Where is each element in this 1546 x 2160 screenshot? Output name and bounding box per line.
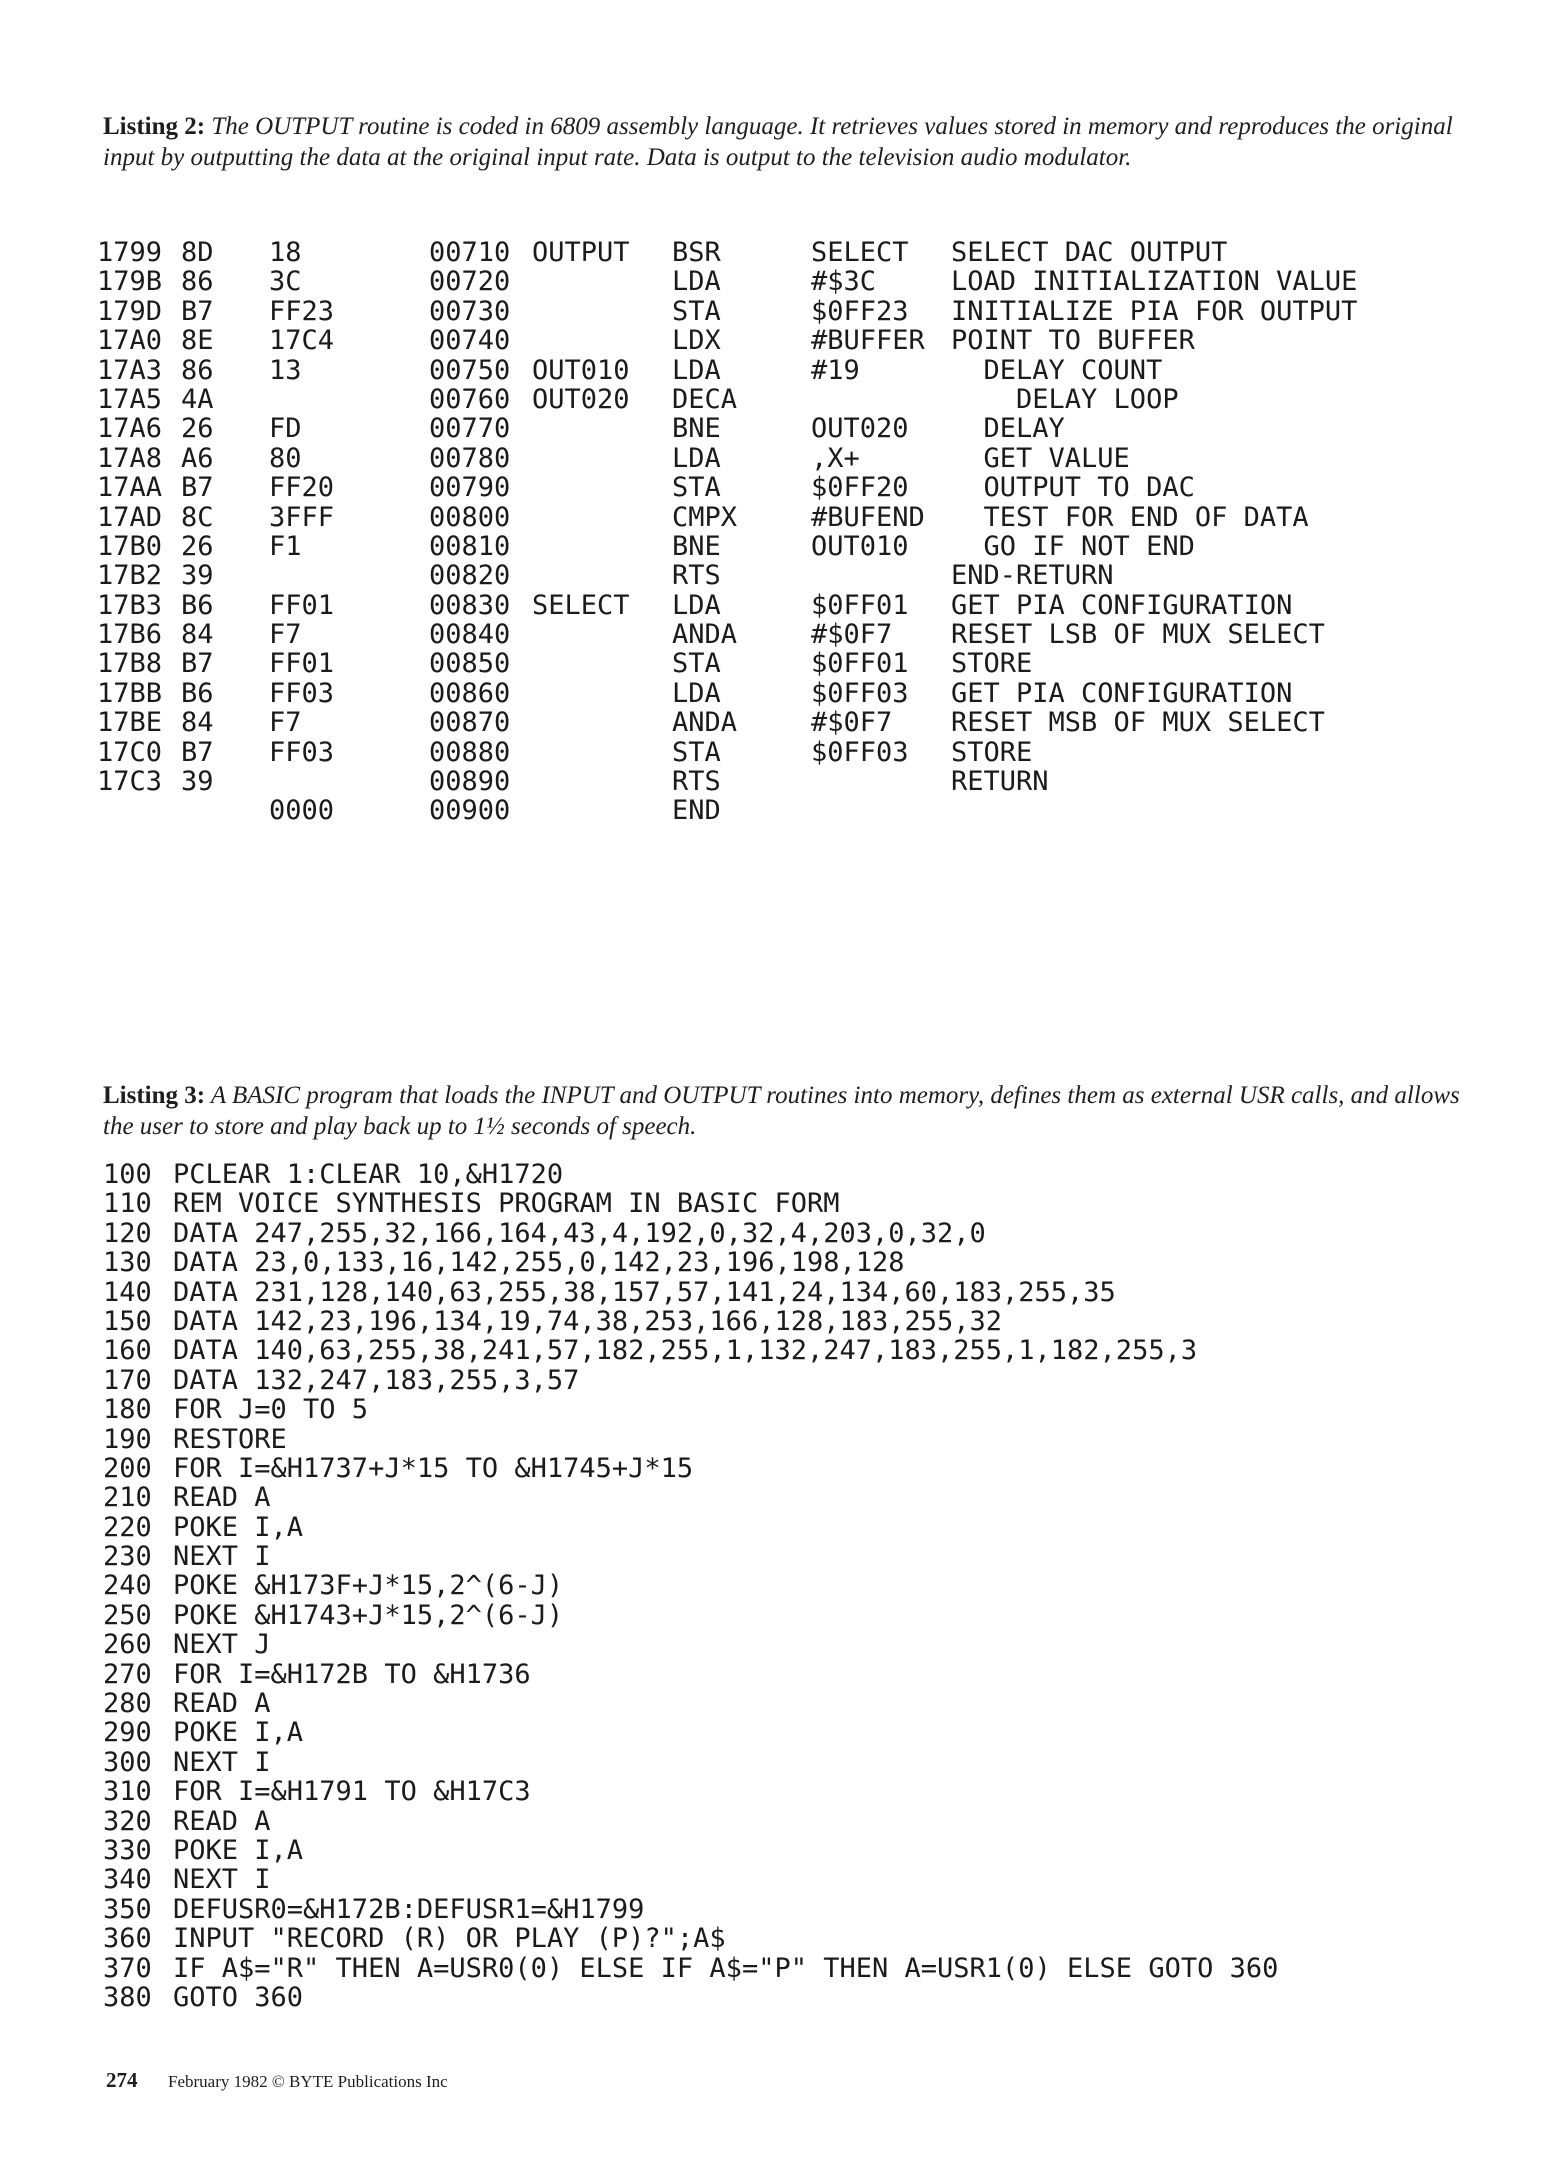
asm-mn: BSR bbox=[672, 237, 721, 268]
asm-line: 00790 bbox=[429, 472, 511, 504]
asm-line: 00730 bbox=[429, 295, 511, 327]
asm-row bbox=[97, 326, 1421, 355]
basic-line bbox=[103, 1395, 1278, 1424]
asm-cmt: POINT TO BUFFER bbox=[951, 325, 1195, 357]
asm-label bbox=[532, 767, 672, 796]
asm-label bbox=[532, 649, 672, 678]
asm-op: 8E bbox=[181, 325, 214, 357]
asm-label bbox=[532, 561, 672, 590]
asm-line: 00820 bbox=[429, 560, 511, 592]
asm-arg: $0FF01 bbox=[811, 589, 909, 621]
asm-cmt: GO IF NOT END bbox=[951, 530, 1195, 562]
asm-opr bbox=[269, 561, 429, 590]
basic-line bbox=[103, 1983, 1278, 2012]
basic-line bbox=[103, 1601, 1278, 1630]
asm-opr: F7 bbox=[269, 619, 302, 651]
asm-row bbox=[97, 385, 1421, 414]
basic-line-number: 380 bbox=[103, 1981, 152, 2013]
basic-line bbox=[103, 1483, 1278, 1512]
asm-cmt: DELAY COUNT bbox=[951, 354, 1163, 386]
basic-statement: PCLEAR 1:CLEAR 10,&H1720 bbox=[173, 1159, 564, 1190]
asm-cmt: DELAY bbox=[951, 413, 1065, 445]
asm-row bbox=[97, 356, 1421, 385]
asm-arg: $0FF20 bbox=[811, 472, 909, 504]
asm-mn: STA bbox=[672, 472, 721, 504]
asm-op: B7 bbox=[181, 472, 214, 504]
basic-statement: NEXT I bbox=[173, 1864, 271, 1896]
asm-opr: 3FFF bbox=[269, 501, 335, 533]
asm-row bbox=[97, 738, 1421, 767]
asm-line: 00780 bbox=[429, 442, 511, 474]
asm-op: 39 bbox=[181, 560, 214, 592]
asm-row bbox=[97, 414, 1421, 443]
asm-mn: ANDA bbox=[672, 707, 738, 739]
asm-mn: LDA bbox=[672, 266, 721, 298]
asm-addr: 17BB bbox=[97, 677, 163, 709]
asm-mn: RTS bbox=[672, 560, 721, 592]
asm-op: A6 bbox=[181, 442, 214, 474]
asm-line: 00740 bbox=[429, 325, 511, 357]
asm-opr: F1 bbox=[269, 530, 302, 562]
basic-line-number: 240 bbox=[103, 1570, 152, 1602]
asm-cmt: TEST FOR END OF DATA bbox=[951, 501, 1309, 533]
asm-opr: FF01 bbox=[269, 589, 335, 621]
asm-row bbox=[97, 267, 1421, 296]
basic-statement: POKE I,A bbox=[173, 1834, 304, 1866]
asm-line: 00770 bbox=[429, 413, 511, 445]
asm-addr: 17B3 bbox=[97, 589, 163, 621]
asm-arg bbox=[811, 385, 951, 414]
basic-line bbox=[103, 1513, 1278, 1542]
asm-arg: OUT010 bbox=[811, 530, 909, 562]
basic-line-number: 230 bbox=[103, 1541, 152, 1573]
asm-arg: OUT020 bbox=[811, 413, 909, 445]
asm-op: 84 bbox=[181, 707, 214, 739]
asm-addr: 17B8 bbox=[97, 648, 163, 680]
asm-opr: 80 bbox=[269, 442, 302, 474]
asm-opr: F7 bbox=[269, 707, 302, 739]
basic-statement: GOTO 360 bbox=[173, 1981, 304, 2013]
basic-line-number: 370 bbox=[103, 1952, 152, 1984]
basic-line-number: 140 bbox=[103, 1276, 152, 1308]
basic-line bbox=[103, 1748, 1278, 1777]
asm-arg: #BUFEND bbox=[811, 501, 925, 533]
basic-line-number: 180 bbox=[103, 1394, 152, 1426]
basic-statement: DEFUSR0=&H172B:DEFUSR1=&H1799 bbox=[173, 1893, 645, 1925]
asm-op: 86 bbox=[181, 354, 214, 386]
asm-op: B6 bbox=[181, 589, 214, 621]
asm-addr: 17B6 bbox=[97, 619, 163, 651]
asm-addr: 17B2 bbox=[97, 560, 163, 592]
asm-label bbox=[532, 444, 672, 473]
asm-op: 39 bbox=[181, 766, 214, 798]
asm-row bbox=[97, 796, 1421, 825]
asm-arg: #$3C bbox=[811, 266, 877, 298]
asm-label bbox=[532, 414, 672, 443]
basic-line-number: 220 bbox=[103, 1511, 152, 1543]
basic-line bbox=[103, 1777, 1278, 1806]
asm-line: 00750 bbox=[429, 354, 511, 386]
basic-statement: FOR I=&H1791 TO &H17C3 bbox=[173, 1776, 531, 1808]
asm-opr bbox=[269, 767, 429, 796]
asm-opr: FF01 bbox=[269, 648, 335, 680]
asm-opr: FF03 bbox=[269, 736, 335, 768]
listing2-caption bbox=[103, 111, 1463, 173]
asm-addr: 17AD bbox=[97, 501, 163, 533]
basic-line bbox=[103, 1336, 1278, 1365]
basic-line-number: 330 bbox=[103, 1834, 152, 1866]
basic-statement: FOR J=0 TO 5 bbox=[173, 1394, 369, 1426]
asm-row bbox=[97, 620, 1421, 649]
asm-row bbox=[97, 503, 1421, 532]
basic-line bbox=[103, 1571, 1278, 1600]
asm-op: 86 bbox=[181, 266, 214, 298]
basic-statement: NEXT I bbox=[173, 1541, 271, 1573]
basic-line bbox=[103, 1278, 1278, 1307]
asm-line: 00890 bbox=[429, 766, 511, 798]
asm-row bbox=[97, 444, 1421, 473]
asm-addr: 17B0 bbox=[97, 530, 163, 562]
basic-line-number: 210 bbox=[103, 1482, 152, 1514]
asm-addr: 1799 bbox=[97, 237, 163, 268]
asm-op: 26 bbox=[181, 530, 214, 562]
basic-listing bbox=[103, 1160, 1278, 2012]
basic-line bbox=[103, 1660, 1278, 1689]
basic-line bbox=[103, 1865, 1278, 1894]
basic-line-number: 350 bbox=[103, 1893, 152, 1925]
asm-mn: STA bbox=[672, 295, 721, 327]
asm-line: 00860 bbox=[429, 677, 511, 709]
basic-line-number: 360 bbox=[103, 1923, 152, 1955]
asm-arg: ,X+ bbox=[811, 442, 860, 474]
basic-line-number: 200 bbox=[103, 1452, 152, 1484]
basic-line-number: 310 bbox=[103, 1776, 152, 1808]
asm-mn: CMPX bbox=[672, 501, 738, 533]
basic-statement: DATA 140,63,255,38,241,57,182,255,1,132,247,183,255,1,182,255,3 bbox=[173, 1335, 1198, 1367]
asm-arg: #$0F7 bbox=[811, 707, 893, 739]
basic-statement: INPUT "RECORD (R) OR PLAY (P)?";A$ bbox=[173, 1923, 726, 1955]
basic-line-number: 190 bbox=[103, 1423, 152, 1455]
basic-statement: DATA 23,0,133,16,142,255,0,142,23,196,198,128 bbox=[173, 1247, 905, 1279]
asm-opr bbox=[269, 385, 429, 414]
listing3-caption bbox=[103, 1080, 1463, 1142]
basic-line bbox=[103, 1630, 1278, 1659]
asm-row bbox=[97, 473, 1421, 502]
basic-line-number: 130 bbox=[103, 1247, 152, 1279]
basic-line-number: 170 bbox=[103, 1364, 152, 1396]
basic-statement: IF A$="R" THEN A=USR0(0) ELSE IF A$="P" THEN A=USR1(0) ELSE GOTO 360 bbox=[173, 1952, 1279, 1984]
asm-opr: 18 bbox=[269, 237, 302, 268]
asm-addr: 17AA bbox=[97, 472, 163, 504]
listing3-caption-text: A BASIC program that loads the INPUT and OUTPUT routines into memory, defines them as external USR calls, and allows the user to store and play back up to 1½ seconds of speech. bbox=[103, 1082, 1460, 1140]
basic-line bbox=[103, 1160, 1278, 1189]
asm-label bbox=[532, 796, 672, 825]
basic-statement: DATA 247,255,32,166,164,43,4,192,0,32,4,203,0,32,0 bbox=[173, 1217, 986, 1249]
asm-op: B6 bbox=[181, 677, 214, 709]
basic-line bbox=[103, 1189, 1278, 1218]
asm-mn: LDA bbox=[672, 354, 721, 386]
asm-cmt: LOAD INITIALIZATION VALUE bbox=[951, 266, 1358, 298]
asm-cmt: STORE bbox=[951, 648, 1033, 680]
asm-mn: STA bbox=[672, 736, 721, 768]
asm-cmt: INITIALIZE PIA FOR OUTPUT bbox=[951, 295, 1358, 327]
asm-label bbox=[532, 620, 672, 649]
asm-addr: 17A0 bbox=[97, 325, 163, 357]
asm-op: 4A bbox=[181, 383, 214, 415]
asm-arg: $0FF03 bbox=[811, 677, 909, 709]
asm-label bbox=[532, 473, 672, 502]
asm-line: 00760 bbox=[429, 383, 511, 415]
asm-label bbox=[532, 503, 672, 532]
basic-line-number: 110 bbox=[103, 1188, 152, 1220]
basic-line bbox=[103, 1248, 1278, 1277]
basic-line bbox=[103, 1542, 1278, 1571]
asm-mn: STA bbox=[672, 648, 721, 680]
asm-label: OUTPUT bbox=[532, 237, 630, 268]
listing3-label: Listing 3: bbox=[103, 1082, 206, 1109]
basic-line-number: 250 bbox=[103, 1599, 152, 1631]
asm-addr: 17A6 bbox=[97, 413, 163, 445]
basic-line bbox=[103, 1718, 1278, 1747]
asm-row bbox=[97, 649, 1421, 678]
basic-line bbox=[103, 1836, 1278, 1865]
asm-row bbox=[97, 238, 1421, 267]
basic-statement: FOR I=&H1737+J*15 TO &H1745+J*15 bbox=[173, 1452, 694, 1484]
listing2-caption-text: The OUTPUT routine is coded in 6809 assembly language. It retrieves values stored in memory and reproduces the original input by outputting the data at the original input rate. Data is output to the television audio modulator. bbox=[103, 113, 1453, 171]
asm-mn: RTS bbox=[672, 766, 721, 798]
asm-arg: $0FF23 bbox=[811, 295, 909, 327]
asm-label bbox=[532, 297, 672, 326]
basic-statement: DATA 132,247,183,255,3,57 bbox=[173, 1364, 580, 1396]
asm-mn: ANDA bbox=[672, 619, 738, 651]
asm-arg: $0FF01 bbox=[811, 648, 909, 680]
asm-addr: 17C0 bbox=[97, 736, 163, 768]
asm-addr: 179D bbox=[97, 295, 163, 327]
basic-line bbox=[103, 1689, 1278, 1718]
asm-line: 00870 bbox=[429, 707, 511, 739]
asm-mn: LDA bbox=[672, 677, 721, 709]
asm-op bbox=[181, 796, 269, 825]
basic-line-number: 150 bbox=[103, 1305, 152, 1337]
asm-opr: FD bbox=[269, 413, 302, 445]
basic-line bbox=[103, 1425, 1278, 1454]
asm-label bbox=[532, 679, 672, 708]
asm-addr: 17A3 bbox=[97, 354, 163, 386]
basic-statement: FOR I=&H172B TO &H1736 bbox=[173, 1658, 531, 1690]
basic-line-number: 290 bbox=[103, 1717, 152, 1749]
asm-arg: #$0F7 bbox=[811, 619, 893, 651]
basic-line-number: 280 bbox=[103, 1688, 152, 1720]
asm-cmt: STORE bbox=[951, 736, 1033, 768]
asm-opr: FF20 bbox=[269, 472, 335, 504]
asm-mn: LDA bbox=[672, 442, 721, 474]
asm-op: 8C bbox=[181, 501, 214, 533]
asm-line: 00840 bbox=[429, 619, 511, 651]
asm-row bbox=[97, 532, 1421, 561]
page-footer bbox=[106, 2068, 448, 2093]
basic-line bbox=[103, 1924, 1278, 1953]
asm-row bbox=[97, 708, 1421, 737]
asm-mn: BNE bbox=[672, 530, 721, 562]
asm-line: 00800 bbox=[429, 501, 511, 533]
asm-cmt: RESET MSB OF MUX SELECT bbox=[951, 707, 1325, 739]
asm-mn: DECA bbox=[672, 383, 738, 415]
basic-statement: POKE &H1743+J*15,2^(6-J) bbox=[173, 1599, 564, 1631]
basic-line-number: 160 bbox=[103, 1335, 152, 1367]
listing2-label: Listing 2: bbox=[103, 113, 206, 140]
asm-cmt: RESET LSB OF MUX SELECT bbox=[951, 619, 1325, 651]
asm-addr: 17A5 bbox=[97, 383, 163, 415]
asm-line: 00880 bbox=[429, 736, 511, 768]
asm-line: 00810 bbox=[429, 530, 511, 562]
asm-arg: SELECT bbox=[811, 237, 909, 268]
asm-line: 00720 bbox=[429, 266, 511, 298]
asm-mn: LDA bbox=[672, 589, 721, 621]
basic-line bbox=[103, 1954, 1278, 1983]
asm-addr: 17BE bbox=[97, 707, 163, 739]
asm-line: 00830 bbox=[429, 589, 511, 621]
basic-statement: DATA 231,128,140,63,255,38,157,57,141,24,134,60,183,255,35 bbox=[173, 1276, 1116, 1308]
basic-line bbox=[103, 1807, 1278, 1836]
basic-line-number: 270 bbox=[103, 1658, 152, 1690]
basic-line-number: 340 bbox=[103, 1864, 152, 1896]
asm-arg: #BUFFER bbox=[811, 325, 925, 357]
basic-line bbox=[103, 1219, 1278, 1248]
asm-addr: 17A8 bbox=[97, 442, 163, 474]
basic-line-number: 320 bbox=[103, 1805, 152, 1837]
asm-cmt: SELECT DAC OUTPUT bbox=[951, 237, 1228, 268]
asm-addr bbox=[97, 796, 181, 825]
asm-row bbox=[97, 591, 1421, 620]
asm-cmt: GET PIA CONFIGURATION bbox=[951, 589, 1293, 621]
asm-cmt: RETURN bbox=[951, 766, 1049, 798]
asm-mn: BNE bbox=[672, 413, 721, 445]
asm-arg: #19 bbox=[811, 354, 860, 386]
basic-statement: POKE I,A bbox=[173, 1511, 304, 1543]
basic-line-number: 300 bbox=[103, 1746, 152, 1778]
asm-opr: 17C4 bbox=[269, 325, 335, 357]
asm-label: OUT010 bbox=[532, 354, 630, 386]
footer-text: February 1982 © BYTE Publications Inc bbox=[168, 2072, 448, 2091]
basic-line bbox=[103, 1895, 1278, 1924]
asm-label bbox=[532, 267, 672, 296]
asm-row bbox=[97, 561, 1421, 590]
asm-line: 00900 bbox=[429, 795, 511, 827]
asm-cmt: END-RETURN bbox=[951, 560, 1114, 592]
basic-statement: NEXT I bbox=[173, 1746, 271, 1778]
asm-op: B7 bbox=[181, 295, 214, 327]
asm-cmt: GET PIA CONFIGURATION bbox=[951, 677, 1293, 709]
asm-cmt: OUTPUT TO DAC bbox=[951, 472, 1195, 504]
asm-addr: 179B bbox=[97, 266, 163, 298]
asm-opr: 3C bbox=[269, 266, 302, 298]
asm-cmt bbox=[951, 796, 1421, 825]
asm-line: 00850 bbox=[429, 648, 511, 680]
asm-op: B7 bbox=[181, 648, 214, 680]
asm-arg bbox=[811, 767, 951, 796]
asm-mn: END bbox=[672, 795, 721, 827]
asm-opr: FF23 bbox=[269, 295, 335, 327]
asm-arg bbox=[811, 561, 951, 590]
assembly-listing bbox=[97, 238, 1421, 826]
asm-op: 84 bbox=[181, 619, 214, 651]
basic-statement: READ A bbox=[173, 1688, 271, 1720]
asm-opr: 0000 bbox=[269, 795, 335, 827]
asm-label bbox=[532, 532, 672, 561]
asm-row bbox=[97, 679, 1421, 708]
asm-row bbox=[97, 767, 1421, 796]
asm-cmt: GET VALUE bbox=[951, 442, 1130, 474]
asm-op: B7 bbox=[181, 736, 214, 768]
asm-cmt: DELAY LOOP bbox=[951, 383, 1179, 415]
asm-label bbox=[532, 738, 672, 767]
asm-label: OUT020 bbox=[532, 383, 630, 415]
asm-opr: FF03 bbox=[269, 677, 335, 709]
basic-line bbox=[103, 1454, 1278, 1483]
basic-statement: RESTORE bbox=[173, 1423, 287, 1455]
basic-line-number: 100 bbox=[103, 1159, 152, 1190]
asm-mn: LDX bbox=[672, 325, 721, 357]
basic-statement: POKE &H173F+J*15,2^(6-J) bbox=[173, 1570, 564, 1602]
basic-statement: POKE I,A bbox=[173, 1717, 304, 1749]
asm-addr: 17C3 bbox=[97, 766, 163, 798]
basic-line-number: 120 bbox=[103, 1217, 152, 1249]
basic-statement: NEXT J bbox=[173, 1629, 271, 1661]
basic-statement: READ A bbox=[173, 1805, 271, 1837]
asm-op: 8D bbox=[181, 237, 214, 268]
basic-line bbox=[103, 1366, 1278, 1395]
basic-line-number: 260 bbox=[103, 1629, 152, 1661]
asm-label bbox=[532, 708, 672, 737]
asm-label: SELECT bbox=[532, 589, 630, 621]
asm-arg bbox=[811, 796, 951, 825]
basic-statement: REM VOICE SYNTHESIS PROGRAM IN BASIC FORM bbox=[173, 1188, 840, 1220]
asm-op: 26 bbox=[181, 413, 214, 445]
asm-line: 00710 bbox=[429, 237, 511, 268]
basic-line bbox=[103, 1307, 1278, 1336]
asm-row bbox=[97, 297, 1421, 326]
basic-statement: DATA 142,23,196,134,19,74,38,253,166,128,183,255,32 bbox=[173, 1305, 1003, 1337]
asm-opr: 13 bbox=[269, 354, 302, 386]
page-number: 274 bbox=[106, 2068, 138, 2092]
asm-label bbox=[532, 326, 672, 355]
asm-arg: $0FF03 bbox=[811, 736, 909, 768]
basic-statement: READ A bbox=[173, 1482, 271, 1514]
